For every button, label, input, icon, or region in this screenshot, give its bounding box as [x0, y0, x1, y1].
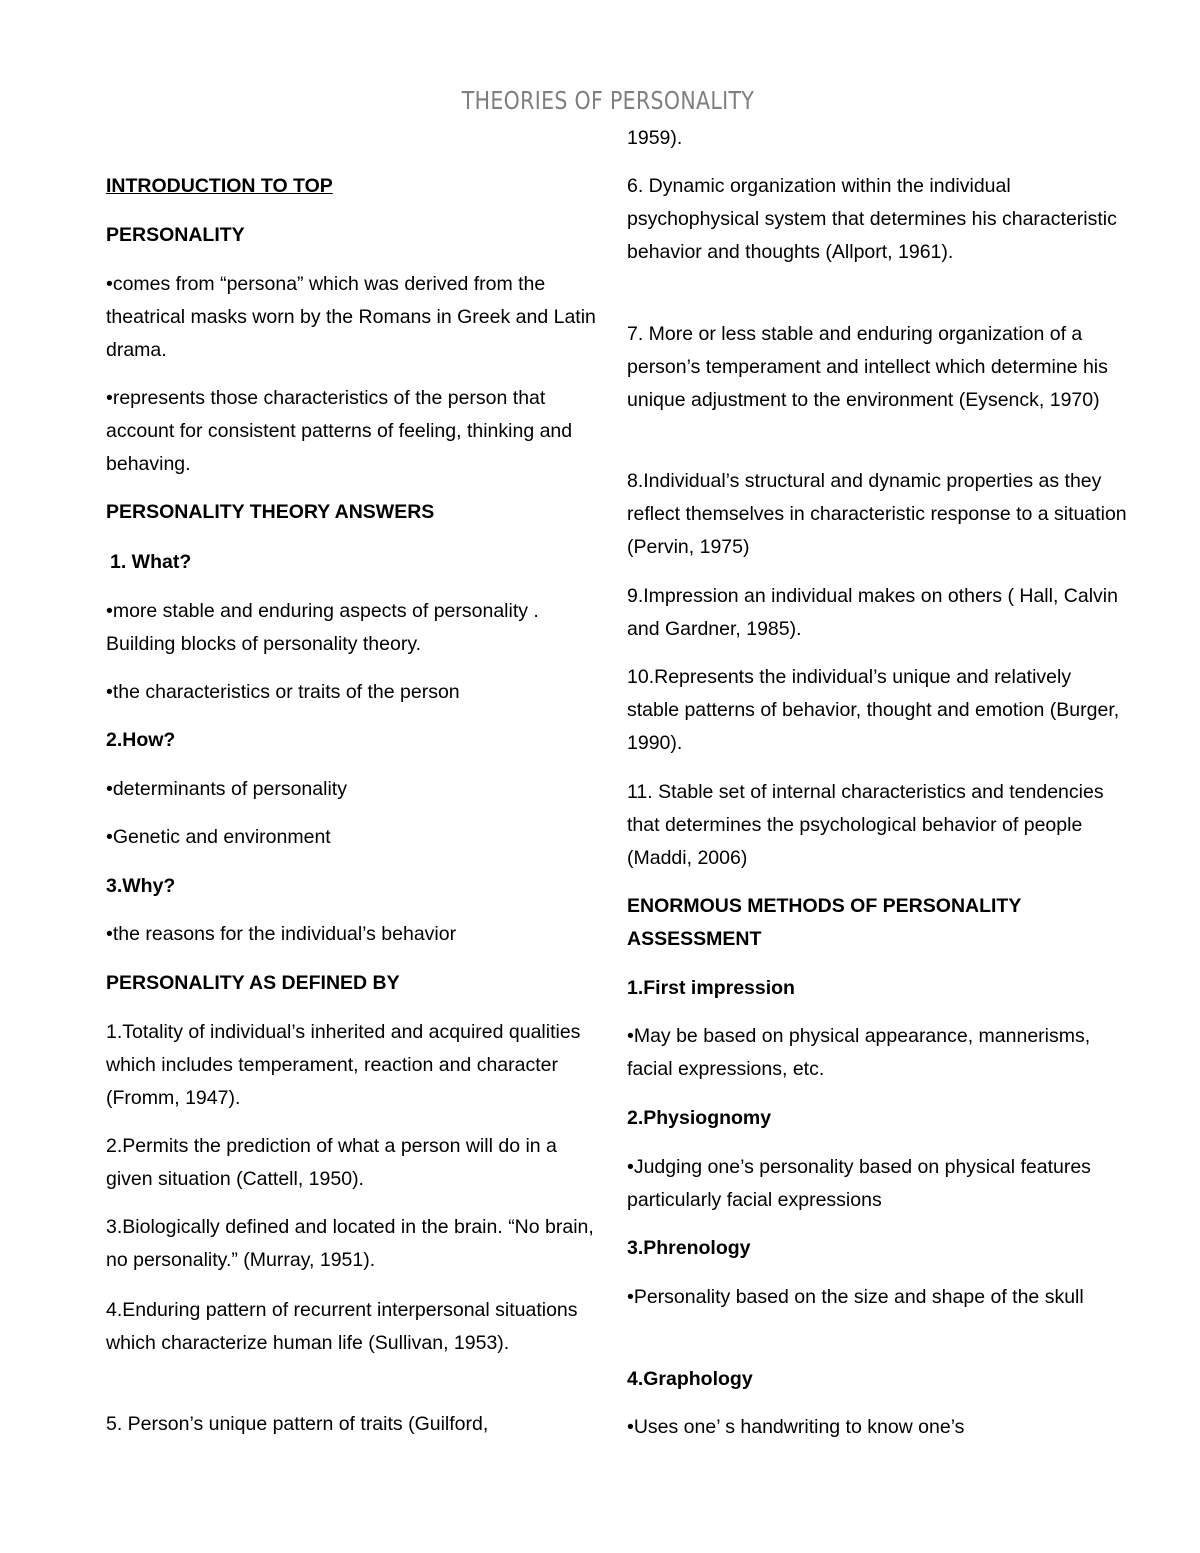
definition-4: 4.Enduring pattern of recurrent interpersonal situations which characterize human life (Sullivan, 1953). [106, 1299, 578, 1354]
method-2-bullet: •Judging one’s personality based on physical features particularly facial expressions [627, 1156, 1091, 1211]
definition-2: 2.Permits the prediction of what a person will do in a given situation (Cattell, 1950). [106, 1135, 557, 1190]
definition-5: 5. Person’s unique pattern of traits (Guilford, [106, 1413, 489, 1435]
what-bullet-2: •the characteristics or traits of the person [106, 681, 460, 703]
definition-11: 11. Stable set of internal characteristics and tendencies that determines the psychological behavior of people (Maddi, 2006) [627, 781, 1104, 869]
intro-heading: INTRODUCTION TO TOP [106, 175, 333, 197]
what-bullet-1: •more stable and enduring aspects of personality . Building blocks of personality theory. [106, 600, 539, 655]
definition-3: 3.Biologically defined and located in the brain. “No brain, no personality.” (Murray, 1951). [106, 1216, 594, 1271]
persona-bullet: •comes from “persona” which was derived from the theatrical masks worn by the Romans in Greek and Latin drama. [106, 273, 596, 361]
what-heading: 1. What? [110, 551, 192, 573]
why-bullet-1: •the reasons for the individual’s behavior [106, 923, 457, 945]
how-bullet-2: •Genetic and environment [106, 826, 331, 848]
definition-8: 8.Individual’s structural and dynamic properties as they reflect themselves in characteristic response to a situation (Pervin, 1975) [627, 470, 1127, 558]
method-3-heading: 3.Phrenology [627, 1237, 751, 1259]
methods-heading: ENORMOUS METHODS OF PERSONALITY ASSESSMENT [627, 895, 1021, 950]
definition-9: 9.Impression an individual makes on others ( Hall, Calvin and Gardner, 1985). [627, 585, 1118, 640]
method-4-bullet: •Uses one’ s handwriting to know one’s [627, 1416, 965, 1438]
how-heading: 2.How? [106, 729, 176, 751]
theory-answers-heading: PERSONALITY THEORY ANSWERS [106, 501, 435, 523]
document-title: THEORIES OF PERSONALITY [461, 86, 755, 115]
method-1-bullet: •May be based on physical appearance, mannerisms, facial expressions, etc. [627, 1025, 1091, 1080]
definition-7: 7. More or less stable and enduring organization of a person’s temperament and intellect which determine his unique adjustment to the environment (Eysenck, 1970) [627, 323, 1108, 411]
method-1-heading: 1.First impression [627, 977, 795, 999]
definition-6: 6. Dynamic organization within the individual psychophysical system that determines his characteristic behavior and thoughts (Allport, 1961). [627, 175, 1117, 263]
definition-10: 10.Represents the individual’s unique and relatively stable patterns of behavior, thought and emotion (Burger, 1990). [627, 666, 1120, 754]
method-2-heading: 2.Physiognomy [627, 1107, 772, 1129]
definition-1: 1.Totality of individual’s inherited and acquired qualities which includes temperament, reaction and character (Fromm, 1947). [106, 1021, 581, 1109]
represents-bullet: •represents those characteristics of the person that account for consistent patterns of feeling, thinking and behaving. [106, 387, 573, 475]
how-bullet-1: •determinants of personality [106, 778, 347, 800]
defined-by-heading: PERSONALITY AS DEFINED BY [106, 972, 400, 994]
personality-heading: PERSONALITY [106, 224, 245, 246]
why-heading: 3.Why? [106, 875, 176, 897]
method-4-heading: 4.Graphology [627, 1368, 753, 1390]
definition-5-continued: 1959). [627, 127, 683, 149]
method-3-bullet: •Personality based on the size and shape of the skull [627, 1286, 1084, 1308]
